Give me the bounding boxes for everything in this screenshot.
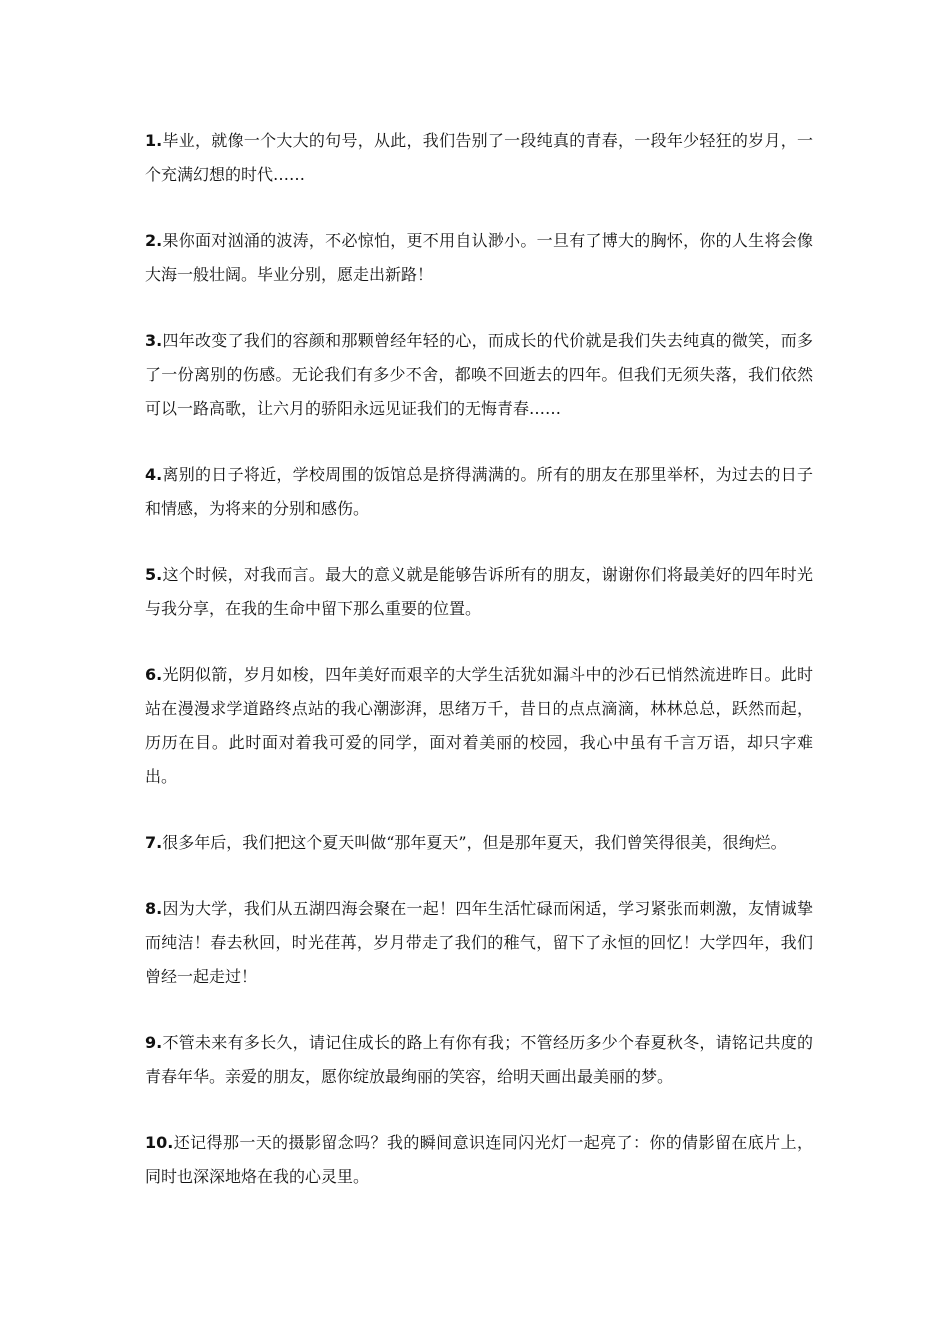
- paragraph-number: 7.: [145, 833, 163, 852]
- paragraph-number: 5.: [145, 565, 163, 584]
- paragraph-number: 8.: [145, 899, 163, 918]
- paragraph-text: 还记得那一天的摄影留念吗？我的瞬间意识连同闪光灯一起亮了：你的倩影留在底片上，同时也深深地烙在我的心灵里。: [145, 1133, 813, 1186]
- paragraph-10: [145, 1126, 813, 1194]
- paragraph-number: 9.: [145, 1033, 163, 1052]
- paragraph-text: 不管未来有多长久，请记住成长的路上有你有我；不管经历多少个春夏秋冬，请铭记共度的青春年华。亲爱的朋友，愿你绽放最绚丽的笑容，给明天画出最美丽的梦。: [145, 1033, 813, 1086]
- document-body: [145, 124, 813, 1226]
- paragraph-number: 4.: [145, 465, 163, 484]
- paragraph-text: 光阴似箭，岁月如梭，四年美好而艰辛的大学生活犹如漏斗中的沙石已悄然流进昨日。此时站在漫漫求学道路终点站的我心潮澎湃，思绪万千，昔日的点点滴滴，林林总总，跃然而起，历历在目。此时面对着我可爱的同学，面对着美丽的校园，我心中虽有千言万语，却只字难出。: [145, 665, 813, 786]
- paragraph-number: 1.: [145, 131, 163, 150]
- paragraph-text: 这个时候，对我而言。最大的意义就是能够告诉所有的朋友，谢谢你们将最美好的四年时光与我分享，在我的生命中留下那么重要的位置。: [145, 565, 813, 618]
- paragraph-number: 2.: [145, 231, 163, 250]
- paragraph-8: [145, 892, 813, 994]
- paragraph-6: [145, 658, 813, 794]
- paragraph-2: [145, 224, 813, 292]
- paragraph-9: [145, 1026, 813, 1094]
- paragraph-3: [145, 324, 813, 426]
- paragraph-number: 10.: [145, 1133, 174, 1152]
- paragraph-text: 四年改变了我们的容颜和那颗曾经年轻的心，而成长的代价就是我们失去纯真的微笑，而多了一份离别的伤感。无论我们有多少不舍，都唤不回逝去的四年。但我们无须失落，我们依然可以一路高歌，让六月的骄阳永远见证我们的无悔青春……: [145, 331, 813, 418]
- paragraph-number: 6.: [145, 665, 163, 684]
- paragraph-text: 因为大学，我们从五湖四海会聚在一起！四年生活忙碌而闲适，学习紧张而刺激，友情诚挚而纯洁！春去秋回，时光荏苒，岁月带走了我们的稚气，留下了永恒的回忆！大学四年，我们曾经一起走过！: [145, 899, 813, 986]
- paragraph-text: 很多年后，我们把这个夏天叫做“那年夏天”，但是那年夏天，我们曾笑得很美，很绚烂。: [162, 833, 787, 852]
- paragraph-text: 毕业，就像一个大大的句号，从此，我们告别了一段纯真的青春，一段年少轻狂的岁月，一个充满幻想的时代……: [145, 131, 813, 184]
- paragraph-text: 离别的日子将近，学校周围的饭馆总是挤得满满的。所有的朋友在那里举杯，为过去的日子和情感，为将来的分别和感伤。: [145, 465, 813, 518]
- paragraph-4: [145, 458, 813, 526]
- paragraph-text: 果你面对汹涌的波涛，不必惊怕，更不用自认渺小。一旦有了博大的胸怀，你的人生将会像大海一般壮阔。毕业分别，愿走出新路！: [145, 231, 813, 284]
- paragraph-7: [145, 826, 813, 860]
- paragraph-1: [145, 124, 813, 192]
- paragraph-number: 3.: [145, 331, 163, 350]
- paragraph-5: [145, 558, 813, 626]
